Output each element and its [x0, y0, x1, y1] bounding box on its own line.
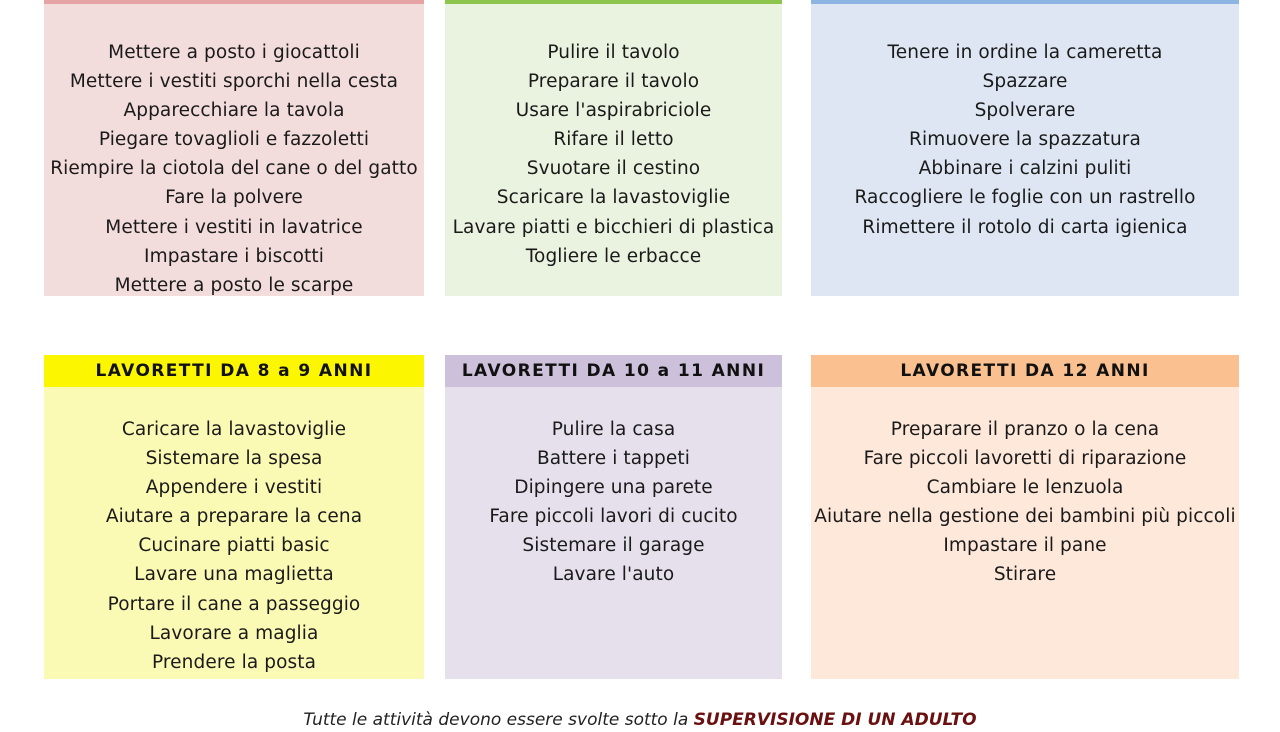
list-item: Caricare la lavastoviglie — [121, 418, 347, 440]
box-title: LAVORETTI DA 12 ANNI — [811, 355, 1239, 387]
chores-list — [445, 38, 782, 272]
list-item: Tenere in ordine la cameretta — [887, 41, 1163, 63]
chores-list — [811, 415, 1239, 590]
list-item: Fare piccoli lavoretti di riparazione — [863, 447, 1187, 469]
list-item: Impastare il pane — [943, 535, 1107, 557]
list-item: Pulire il tavolo — [547, 41, 680, 63]
list-item: Fare la polvere — [165, 187, 303, 209]
chores-box-8-9 — [44, 355, 424, 679]
list-item: Riempire la ciotola del cane o del gatto — [50, 158, 418, 180]
list-item: Aiutare nella gestione dei bambini più piccoli — [814, 506, 1236, 528]
list-item: Fare piccoli lavori di cucito — [489, 506, 738, 528]
list-item: Spolverare — [974, 99, 1076, 121]
list-item: Pulire la casa — [551, 418, 676, 440]
list-item: Stirare — [993, 564, 1057, 586]
footer-note — [0, 708, 1280, 732]
list-item: Lavorare a maglia — [149, 622, 319, 644]
list-item: Portare il cane a passeggio — [107, 593, 361, 615]
box-top-bar — [44, 0, 424, 4]
chores-box-blue — [811, 0, 1239, 296]
list-item: Mettere a posto le scarpe — [114, 275, 354, 296]
chores-box-pink — [44, 0, 424, 296]
list-item: Piegare tovaglioli e fazzoletti — [98, 129, 370, 151]
list-item: Dipingere una parete — [514, 476, 713, 498]
list-item: Lavare piatti e bicchieri di plastica — [452, 216, 775, 238]
list-item: Spazzare — [982, 70, 1068, 92]
chores-box-green — [445, 0, 782, 296]
list-item: Cambiare le lenzuola — [926, 476, 1124, 498]
list-item: Rifare il letto — [553, 129, 674, 151]
list-item: Battere i tappeti — [537, 447, 690, 469]
box-top-bar — [811, 0, 1239, 4]
list-item: Svuotare il cestino — [526, 158, 701, 180]
list-item: Impastare i biscotti — [144, 245, 324, 267]
chores-list — [44, 38, 424, 301]
list-item: Sistemare il garage — [522, 535, 705, 557]
list-item: Usare l'aspirabriciole — [515, 99, 712, 121]
list-item: Abbinare i calzini puliti — [918, 158, 1132, 180]
list-item: Scaricare la lavastoviglie — [496, 187, 731, 209]
footer-text: Tutte le attività devono essere svolte sotto la — [303, 710, 694, 730]
chores-list — [445, 415, 782, 590]
list-item: Togliere le erbacce — [525, 245, 702, 267]
list-item: Sistemare la spesa — [145, 447, 323, 469]
list-item: Raccogliere le foglie con un rastrello — [854, 187, 1196, 209]
chores-list — [44, 415, 424, 678]
footer-emphasis: SUPERVISIONE DI UN ADULTO — [693, 710, 977, 730]
list-item: Lavare l'auto — [552, 564, 675, 586]
list-item: Preparare il tavolo — [527, 70, 700, 92]
list-item: Mettere i vestiti sporchi nella cesta — [69, 70, 399, 92]
list-item: Preparare il pranzo o la cena — [890, 418, 1160, 440]
list-item: Rimuovere la spazzatura — [909, 129, 1141, 151]
list-item: Appendere i vestiti — [145, 476, 323, 498]
box-title: LAVORETTI DA 10 a 11 ANNI — [445, 355, 782, 387]
list-item: Apparecchiare la tavola — [123, 99, 345, 121]
list-item: Mettere a posto i giocattoli — [108, 41, 360, 63]
list-item: Cucinare piatti basic — [138, 535, 330, 557]
box-title: LAVORETTI DA 8 a 9 ANNI — [44, 355, 424, 387]
chores-list — [811, 38, 1239, 242]
list-item: Lavare una maglietta — [134, 564, 334, 586]
list-item: Mettere i vestiti in lavatrice — [105, 216, 363, 238]
box-top-bar — [445, 0, 782, 4]
list-item: Prendere la posta — [151, 652, 317, 673]
list-item: Rimettere il rotolo di carta igienica — [862, 216, 1188, 238]
chores-box-12 — [811, 355, 1239, 679]
chores-box-10-11 — [445, 355, 782, 679]
list-item: Aiutare a preparare la cena — [105, 506, 363, 528]
